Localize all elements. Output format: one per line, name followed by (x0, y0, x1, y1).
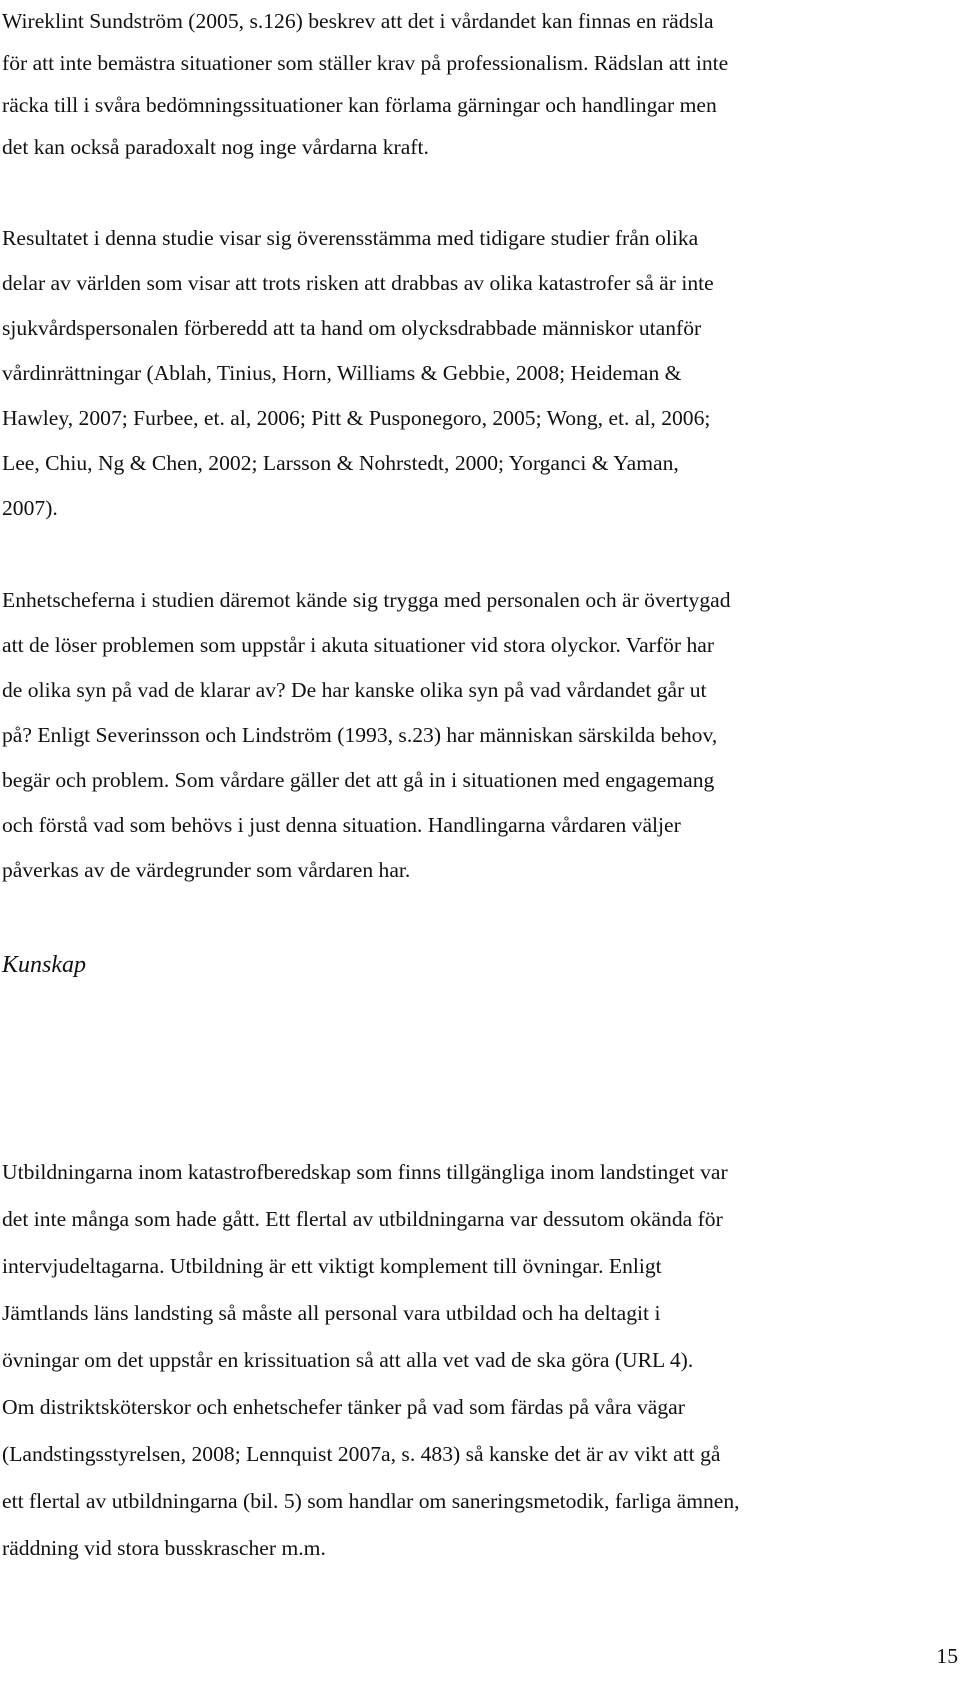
text-line: för att inte bemästra situationer som ställer krav på professionalism. Rädslan att inte (2, 51, 729, 75)
paragraph-resultatet (2, 216, 960, 531)
text-line: begär och problem. Som vårdare gäller det att gå in i situationen med engagemang (2, 768, 715, 792)
text-line: Enhetscheferna i studien däremot kände sig trygga med personalen och är övertygad (2, 588, 731, 612)
text-line: sjukvårdspersonalen förberedd att ta hand om olycksdrabbade människor utanför (2, 316, 702, 340)
text-line: Utbildningarna inom katastrofberedskap som finns tillgängliga inom landstinget var (2, 1160, 728, 1184)
text-line: övningar om det uppstår en krissituation så att alla vet vad de ska göra (URL 4). (2, 1348, 694, 1372)
text-line: det kan också paradoxalt nog inge vårdarna kraft. (2, 135, 429, 159)
paragraph-enhetscheferna (2, 578, 960, 893)
text-line: och förstå vad som behövs i just denna situation. Handlingarna vårdaren väljer (2, 813, 681, 837)
text-line: det inte många som hade gått. Ett flertal av utbildningarna var dessutom okända för (2, 1207, 723, 1231)
text-line: Jämtlands läns landsting så måste all personal vara utbildad och ha deltagit i (2, 1301, 661, 1325)
text-line: räcka till i svåra bedömningssituationer kan förlama gärningar och handlingar men (2, 93, 717, 117)
text-line: de olika syn på vad de klarar av? De har kanske olika syn på vad vårdandet går ut (2, 678, 707, 702)
text-line: räddning vid stora busskrascher m.m. (2, 1536, 326, 1560)
text-line: Resultatet i denna studie visar sig överensstämma med tidigare studier från olika (2, 226, 699, 250)
text-line: 2007). (2, 496, 58, 520)
section-heading: Kunskap (2, 952, 86, 978)
text-line: vårdinrättningar (Ablah, Tinius, Horn, Williams & Gebbie, 2008; Heideman & (2, 361, 682, 385)
text-line: (Landstingsstyrelsen, 2008; Lennquist 2007a, s. 483) så kanske det är av vikt att gå (2, 1442, 721, 1466)
text-line: på? Enligt Severinsson och Lindström (1993, s.23) har människan särskilda behov, (2, 723, 718, 747)
text-line: påverkas av de värdegrunder som vårdaren har. (2, 858, 411, 882)
text-line: Wireklint Sundström (2005, s.126) beskrev att det i vårdandet kan finnas en rädsla (2, 9, 714, 33)
page-number: 15 (936, 1644, 958, 1668)
text-line: ett flertal av utbildningarna (bil. 5) som handlar om saneringsmetodik, farliga ämnen, (2, 1489, 740, 1513)
text-line: intervjudeltagarna. Utbildning är ett viktigt komplement till övningar. Enligt (2, 1254, 662, 1278)
paragraph-utbildningarna (2, 1149, 960, 1572)
paragraph-wireklint (2, 0, 960, 168)
text-line: Lee, Chiu, Ng & Chen, 2002; Larsson & Nohrstedt, 2000; Yorganci & Yaman, (2, 451, 679, 475)
text-line: Hawley, 2007; Furbee, et. al, 2006; Pitt & Pusponegoro, 2005; Wong, et. al, 2006; (2, 406, 711, 430)
text-line: delar av världen som visar att trots risken att drabbas av olika katastrofer så är inte (2, 271, 714, 295)
text-line: att de löser problemen som uppstår i akuta situationer vid stora olyckor. Varför har (2, 633, 715, 657)
text-line: Om distriktsköterskor och enhetschefer tänker på vad som färdas på våra vägar (2, 1395, 685, 1419)
